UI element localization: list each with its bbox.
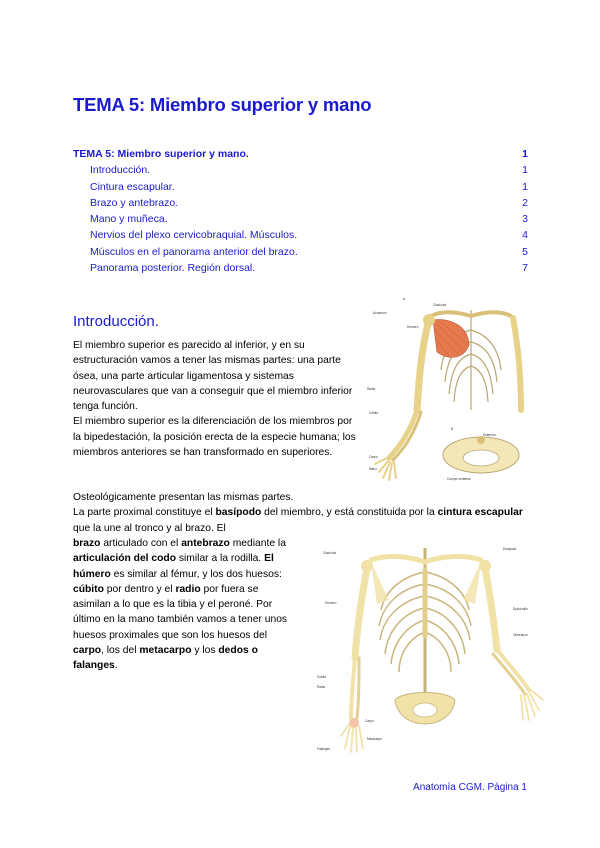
toc-item-musculos[interactable]	[73, 244, 528, 260]
fig1-label-cuerpo: Cuerpo vertebral	[447, 477, 471, 481]
fig2-label-escapula: Escápula	[503, 547, 517, 551]
term-falanges: dedos o falanges	[73, 645, 258, 672]
term-carpo: carpo	[73, 645, 102, 657]
fig2-label-radio: Radio	[317, 685, 326, 689]
toc-item-label: Introducción.	[90, 164, 151, 177]
fig1-label-clavicula: Clavícula	[433, 303, 447, 307]
toc-item-page: 3	[522, 213, 528, 226]
fig1-label-radio: Radio	[367, 387, 376, 391]
toc-main-label: TEMA 5: Miembro superior y mano.	[73, 148, 249, 160]
toc-item-cintura[interactable]	[73, 179, 528, 195]
section-heading: Introducción.	[73, 313, 159, 330]
bones-text: , los del	[101, 645, 140, 657]
fig2-label-carpo: Carpo	[365, 719, 374, 723]
toc-item-page: 7	[522, 262, 528, 275]
term-metacarpo: metacarpo	[139, 645, 192, 657]
osteology-text: Osteológicamente presentan las mismas partes.	[73, 492, 294, 503]
fig1-label-carpo: Carpo	[369, 455, 378, 459]
toc-item-nervios[interactable]	[73, 227, 528, 243]
bones-text: similar a la rodilla.	[176, 553, 265, 565]
fig2-label-epicondilo: Epicóndilo	[513, 607, 528, 611]
bones-text: y los	[191, 645, 219, 657]
toc-item-label: Mano y muñeca.	[90, 213, 168, 226]
osteology-paragraph	[73, 490, 533, 536]
toc-main-entry[interactable]	[73, 146, 528, 162]
term-humero: El húmero	[73, 553, 274, 580]
toc-item-label: Cintura escapular.	[90, 180, 175, 193]
fig1-label-acromion: Acromion	[373, 311, 387, 315]
fig1-label-esternon: Esternón	[483, 433, 496, 437]
fig2-label-metacarpo: Metacarpo	[367, 737, 383, 741]
fig2-label-humero: Húmero	[325, 601, 337, 605]
page-footer: Anatomía CGM. Página 1	[413, 782, 527, 793]
bones-paragraph	[73, 536, 293, 674]
toc-main-page: 1	[522, 148, 528, 160]
term-radio: radio	[175, 583, 201, 595]
toc-item-label: Nervios del plexo cervicobraquial. Músculos.	[90, 229, 298, 242]
fig1-label-b: B	[451, 427, 454, 431]
toc-item-page: 4	[522, 229, 528, 242]
toc-item-introduccion[interactable]	[73, 162, 528, 178]
toc-item-label: Panorama posterior. Región dorsal.	[90, 262, 256, 275]
term-basipodo: basípodo	[215, 507, 262, 519]
term-antebrazo: antebrazo	[181, 538, 230, 549]
fig2-label-clavicula: Clavícula	[323, 551, 337, 555]
term-cubito: cúbito	[73, 583, 104, 595]
page-title: TEMA 5: Miembro superior y mano	[73, 94, 372, 115]
term-cintura-escapular: cintura escapular	[437, 507, 523, 519]
toc-item-page: 5	[522, 245, 528, 258]
osteology-text: que la une al tronco y al brazo. El	[73, 522, 226, 534]
fig2-label-falanges: Falanges	[317, 747, 331, 751]
fig2-label-cubito: Cúbito	[317, 675, 327, 679]
intro-paragraph	[73, 338, 363, 460]
toc-item-posterior[interactable]	[73, 260, 528, 276]
fig1-label-cubito: Cúbito	[369, 411, 379, 415]
term-brazo: brazo	[73, 538, 101, 549]
intro-text-2: El miembro superior es la diferenciación de los miembros por la bipedestación, la posición erecta de la especie humana; los miembros anteriores se han transformado en superiores.	[73, 416, 356, 459]
skeleton-figure	[313, 540, 558, 760]
toc-item-brazo[interactable]	[73, 195, 528, 211]
bones-text: mediante la	[229, 538, 286, 549]
bones-text: es similar al fémur, y los dos huesos:	[110, 568, 282, 580]
bones-text: .	[114, 660, 118, 672]
bones-text: articulado con el	[100, 538, 182, 549]
toc-item-label: Músculos en el panorama anterior del brazo.	[90, 245, 298, 258]
intro-text-1: El miembro superior es parecido al inferior, y en su estructuración vamos a tener las mismas partes: una parte ósea, una parte articular ligamentosa y sistemas neurovasculares que van a conseguir que el miembro inferior tenga función.	[73, 340, 353, 413]
toc-item-mano[interactable]	[73, 211, 528, 227]
fig1-label-humero: Húmero	[407, 325, 419, 329]
toc-item-page: 2	[522, 196, 528, 209]
table-of-contents	[73, 146, 528, 276]
osteology-text: La parte proximal constituye el	[73, 507, 216, 519]
fig1-label-a: A	[403, 297, 406, 301]
fig1-label-mano: Mano	[369, 467, 377, 471]
term-articulacion-codo: articulación del codo	[73, 553, 176, 565]
bones-text: por dentro y el	[103, 583, 176, 595]
bones-text: por fuera se asimilan a lo que es la tibia y el peroné. Por último en la mano también vamos a tener unos huesos proximales que son los huesos del	[73, 583, 288, 641]
upper-limb-figure	[363, 290, 528, 490]
toc-item-label: Brazo y antebrazo.	[90, 196, 179, 209]
toc-item-page: 1	[522, 180, 528, 193]
toc-item-page: 1	[522, 164, 528, 177]
osteology-text: del miembro, y está constituida por la	[261, 507, 438, 519]
fig2-label-olecranon: Olécranon	[513, 633, 528, 637]
